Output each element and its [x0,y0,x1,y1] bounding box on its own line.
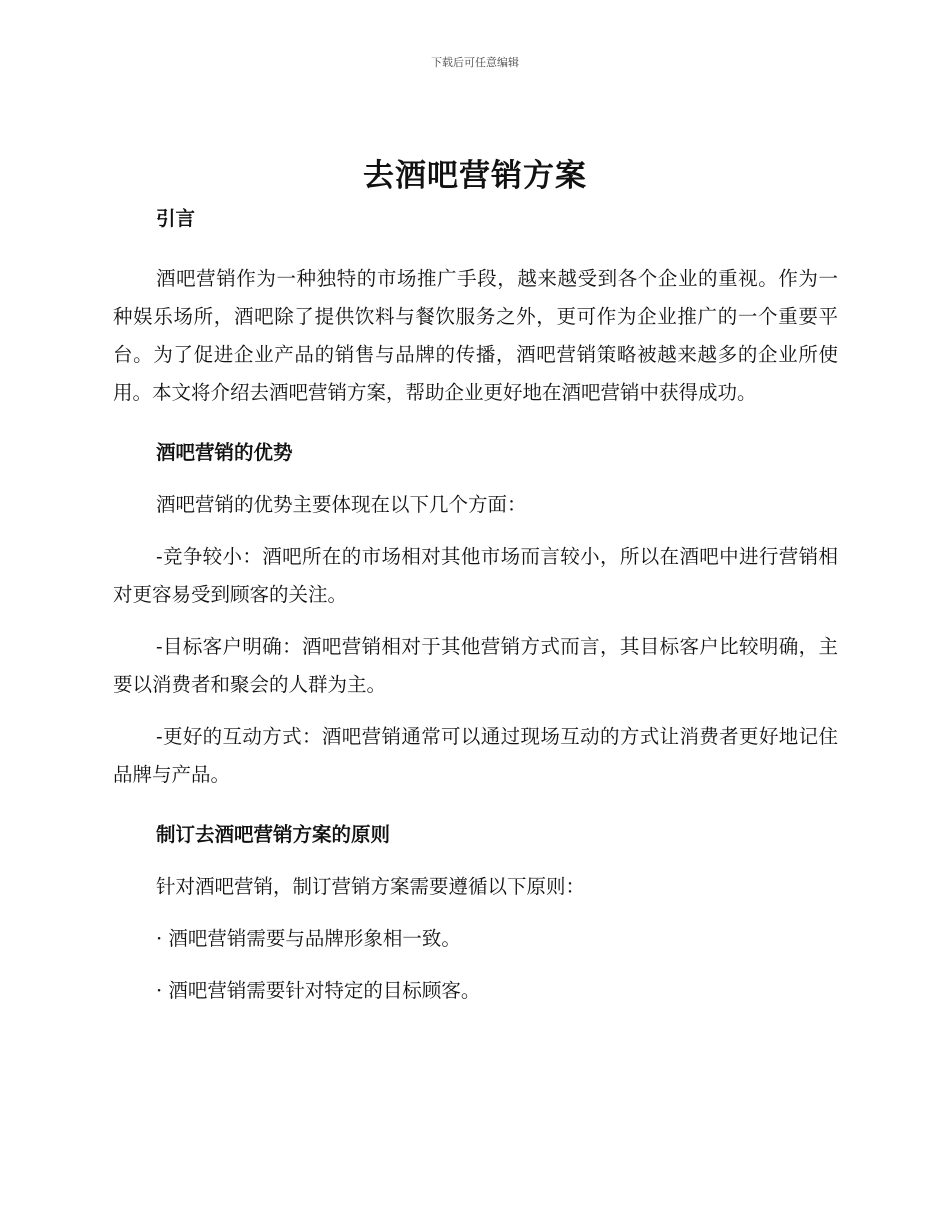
page-header-note: 下载后可任意编辑 [431,56,519,69]
principles-heading: 制订去酒吧营销方案的原则 [156,823,391,846]
principle-item: · 酒吧营销需要与品牌形象相一致。 [156,927,461,950]
document-body [113,200,838,1010]
advantage-item: -更好的互动方式：酒吧营销通常可以通过现场互动的方式让消费者更好地记住品牌与产品。 [113,725,838,786]
advantages-heading: 酒吧营销的优势 [156,441,293,464]
intro-paragraph: 酒吧营销作为一种独特的市场推广手段，越来越受到各个企业的重视。作为一种娱乐场所，酒吧除了提供饮料与餐饮服务之外，更可作为企业推广的一个重要平台。为了促进企业产品的销售与品牌的传播，酒吧营销策略被越来越多的企业所使用。本文将介绍去酒吧营销方案，帮助企业更好地在酒吧营销中获得成功。 [113,267,838,404]
advantage-item: -竞争较小：酒吧所在的市场相对其他市场而言较小，所以在酒吧中进行营销相对更容易受到顾客的关注。 [113,545,838,606]
advantages-intro: 酒吧营销的优势主要体现在以下几个方面： [156,493,527,516]
advantage-item: -目标客户明确：酒吧营销相对于其他营销方式而言，其目标客户比较明确，主要以消费者和聚会的人群为主。 [113,635,838,696]
principle-item: · 酒吧营销需要针对特定的目标顾客。 [156,979,481,1002]
document-title: 去酒吧营销方案 [363,158,587,194]
principles-intro: 针对酒吧营销，制订营销方案需要遵循以下原则： [156,875,586,898]
intro-heading: 引言 [156,207,196,230]
